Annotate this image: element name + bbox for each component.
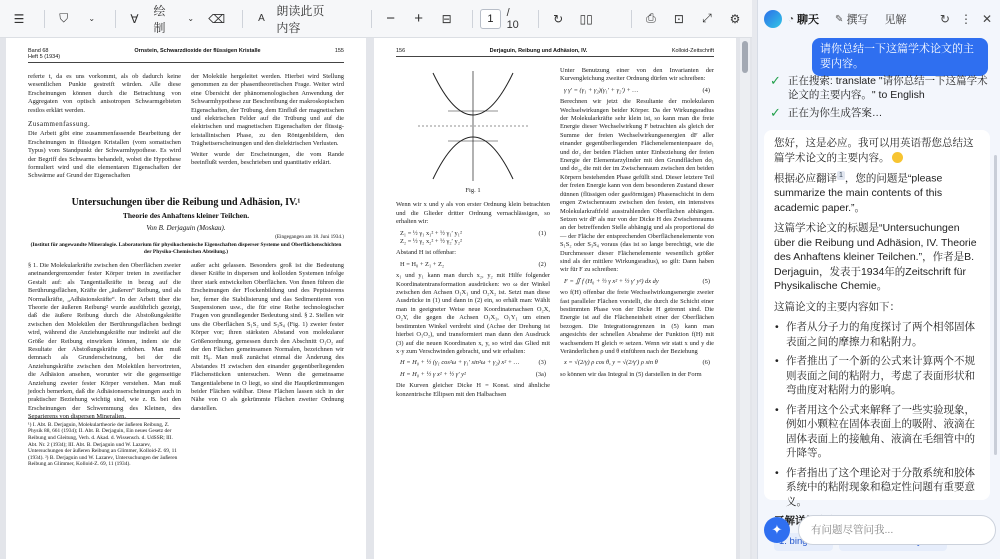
chevron-down-icon[interactable]: ⌄ — [187, 14, 195, 23]
paragraph: wo f(H) offenbar die freie Wechselwirkungsenergie zweier fast paralleler Flächen vorstellt, die durch die Schicht einer bestimmten Phase von der Dicke H getrennt sind. Die Energie ist auf die Flächeneinheit einer der Oberflächen bezogen. Die Integrationsgrenzen in (5) kann man angesichts der schnellen Abnahme der Funktion f(H) mit wachsendem H gleich ∞ setzen. Wenn wir statt x und y die Veränderlichen ρ und θ einführen nach der Beziehung — [560, 289, 714, 355]
divider — [44, 10, 45, 28]
paragraph: der Moleküle hergeleitet werden. Hierbei wird Stellung genommen zu der phasentheoretischen Frage. Weiter wird eine Übersicht der phänomenologischen Anwendung der Schwarmhypothese zur Beschreibung der makroskopischen Eigenschaften, der Trübung, dem Einfluß der magnetischen und elektrischen Felder auf die Trübung und auf die elektrischen und magnetischen Eigenschaften der flüssig-kristallinischen Phase, zu den Röntgenbildern, den Trägheitserscheinungen und den dielektrischen Verlusten. — [191, 73, 344, 148]
paragraph: referte t, da es uns vorkommt, als ob dadurch keine wesentlichen Punkte gestreift würden. Alle diese Erscheinungen können durch die Betrachtung von Aggregaten von optisch anisotropen Schwarmgebieten restlos erklärt werden. — [28, 73, 181, 114]
filter-icon[interactable]: ⛉ — [59, 11, 69, 25]
article-title: Untersuchungen über die Reibung und Adhäsion, IV.¹ — [71, 196, 301, 208]
paragraph: Wenn wir x und y als von erster Ordnung klein betrachten und die Glieder dritter Ordnung vernachlässigen, so erhalten wir: — [396, 201, 550, 226]
save-icon[interactable]: ⊡ — [673, 11, 684, 26]
paragraph: Abstand H ist offenbar: — [396, 249, 457, 257]
equation-number: (1) — [538, 229, 546, 237]
column-left — [28, 73, 181, 183]
assistant-answer — [764, 130, 990, 508]
journal-volume: Band 68 Heft 5 (1934) — [28, 48, 61, 60]
chat-input-row — [764, 512, 996, 548]
running-title: Ornstein, Schwarzdioxide der flüssigen Kristalle — [134, 48, 261, 54]
column-left — [28, 261, 181, 421]
refresh-icon[interactable]: ↻ — [939, 12, 950, 26]
equation-3: H = H₀ + ½ (γ₁ cos²ω + γ₁′ sin²ω + γ₂) x² + … (3) — [400, 359, 546, 367]
copilot-logo-icon — [764, 10, 782, 28]
equation-number: (4) — [702, 86, 710, 94]
tab-chat[interactable]: ◔ 聊天 — [788, 13, 820, 26]
rotate-icon[interactable]: ↻ — [553, 11, 564, 26]
read-aloud-button[interactable]: 朗读此页内容 — [276, 3, 325, 35]
generating-step — [770, 106, 992, 120]
more-icon[interactable]: ⋮ — [959, 12, 972, 26]
read-aloud-icon[interactable]: A — [258, 13, 265, 24]
draw-button[interactable]: 绘制 — [153, 3, 166, 35]
pdf-scrollbar[interactable] — [740, 38, 750, 559]
close-icon[interactable]: ✕ — [981, 12, 992, 26]
search-step-text: 正在搜索: translate "请你总结一下这篇学术论文的主要内容。" to English — [787, 75, 988, 101]
article-subtitle: Theorie des Anhaftens kleiner Teilchen. — [122, 210, 250, 220]
figure-caption: Fig. 1 — [465, 187, 481, 194]
page-header — [396, 48, 714, 57]
page-header — [28, 48, 344, 63]
equation-line: Z₁ = ½ γ₁ x₁² + ½ γ₁′ y₁² — [400, 229, 462, 237]
equation-5: F = ∬ f (H₀ + ½ γ x² + ½ γ′ y²) dx dy (5) — [564, 277, 710, 285]
section-heading: Zusammenfassung. — [28, 120, 91, 129]
column-right — [191, 262, 344, 412]
equation-number: (3) — [538, 359, 546, 367]
list-item: • 作者用这个公式来解释了一些实验现象，例如小颗粒在固体表面上的吸附、液滴在固体表面上的接触角、液滴在毛细管中的升降等。 — [774, 403, 982, 461]
answer-paragraph: 根据必应翻译 1 ，您的问题是“please summarize the main contents of this academic paper.”。 — [774, 172, 943, 214]
zoom-in-button[interactable]: + — [414, 10, 424, 27]
equation-number: (3a) — [535, 370, 546, 378]
chat-header — [758, 0, 1000, 38]
scrollbar-thumb[interactable] — [742, 41, 748, 73]
answer-bullet-list — [774, 320, 982, 509]
column-right — [191, 73, 344, 183]
columns-body — [396, 67, 714, 547]
running-title: Derjaguin, Reibung und Adhäsion, IV. — [489, 48, 588, 54]
equation-number: (6) — [702, 359, 710, 367]
journal-name: Kolloid-Zeitschrift — [671, 48, 714, 54]
paragraph: außer acht gelassen. Besonders groß ist die Bedeutung dieser Kräfte in dispersen und kolloiden Systemen infolge ihrer stark entwickelten Oberflächen. Von ihnen führen die Erscheinungen der Flockenbildung und des Peptisierens her, ferner die Stabilisierung und das Sedimentieren von Suspensionen usw., die für eine Reihe technologischer Fragen von grundlegender Bedeutung sind. § 2. Stellen wir uns die Oberflächen S₁S₂ und S₃S₄ (Fig. 1) zweier fester Körper vor; ihren stärksten Abstand von molekularer Größenordnung, gemessen durch den Abschnitt O₁O₂ auf der den Flächen gemeinsamen Normalen, bezeichnen wir mit H₀. Man muß zunächst einmal die Änderung des Abstandes H zwischen den einander gegenüberliegenden Flächenstücken untersuchen. Wenn die gemeinsame Tangentialebene in O liegt, so sind die Hauptkrümmungen beider Flächen wählbar. Diese Flächen lassen sich in der Nähe von O als gekrümmte Flächen zweiter Ordnung darstellen. — [191, 261, 344, 412]
column-left — [396, 67, 550, 547]
divider — [538, 10, 539, 28]
columns-top — [28, 73, 344, 183]
equation-3a: H = H₀ + ½ γ x² + ½ γ′ y² (3a) — [400, 370, 546, 378]
chat-actions — [930, 12, 1000, 26]
column-right — [560, 67, 714, 547]
settings-gear-icon[interactable]: ⚙ — [729, 11, 741, 26]
answer-paragraph: 这篇论文的主要内容如下： — [774, 300, 900, 313]
equation-1 — [396, 230, 550, 247]
new-topic-broom-icon[interactable]: ✦ — [764, 517, 790, 543]
divider — [115, 10, 116, 28]
paragraph: so können wir das Integral in (5) darstellen in der Form — [560, 370, 702, 378]
page-total: / 10 — [506, 6, 519, 31]
divider — [472, 10, 473, 28]
print-icon[interactable]: ⎙ — [646, 11, 656, 25]
answer-paragraph: 您好，这是必应。我可以用英语帮您总结这篇学术论文的主要内容。 — [774, 137, 974, 164]
equation-4: γ γ′ = (γ₁ + γ₂)(γ₁′ + γ₂′) + … (4) — [564, 86, 710, 94]
equation-6: x = √(2/γ) ρ cos θ, y = √(2/γ′) ρ sin θ (6) — [564, 359, 710, 367]
chat-bubble-icon: ◔ — [788, 13, 795, 25]
institute-line: (Institut für angewandte Mineralogie. Laboratorium für physikochemische Eigenschaften disperser Systeme und Oberflächenschichten der Physiko-Chemischen Abteilung.) — [30, 241, 342, 255]
chevron-down-icon[interactable]: ⌄ — [88, 14, 96, 23]
columns-body — [28, 261, 344, 421]
checkmark-icon: ✓ — [770, 73, 781, 88]
pdf-toolbar — [0, 0, 752, 38]
tab-compose[interactable]: ✎ 撰写 — [835, 13, 869, 26]
page-number: 155 — [334, 48, 344, 54]
pdf-viewer[interactable] — [0, 38, 752, 559]
equation-line: H = H₀ + Z₁ + Z₂ — [400, 260, 445, 268]
user-message: 请你总结一下这篇学术论文的主要内容。 — [812, 38, 988, 76]
divider — [631, 10, 632, 28]
expand-icon[interactable]: ⤢ — [702, 11, 712, 25]
chat-scrollbar[interactable] — [994, 155, 997, 455]
article-author: Von B. Derjaguin (Moskau). — [146, 223, 226, 232]
paragraph: x₁ und y₁ kann man durch x₂, y₂ mit Hilfe folgender Koordinatentransformation ausdrücken: wo ω der Winkel zwischen den Achsen O₁X₁ und O₂X₂ ist. Setzt man diese Ausdrücke in (1) und dann in (2) ein, so erhält man: Wählt man in geeigneter Weise neue Koordinatenachsen O₂X, O₂Y, die gegen die Achsen O₁X₁, O₁Y₁ um einen bestimmten Winkel verdreht sind (Achse der Drehung ist hierbei O₁O₂), und transformiert man dann den Ausdruck (3) auf die neuen Koordinaten x, y, so wird das Glied mit x·y zum Verschwinden gebracht, und wir erhalten: — [396, 272, 550, 355]
list-item: • 作者从分子力的角度探讨了两个相邻固体表面之间的摩擦力和粘附力。 — [774, 320, 982, 349]
paragraph: Die Kurven gleicher Dicke H = Konst. sind ähnliche konzentrische Ellipsen mit den Halbachsen — [396, 382, 550, 398]
generating-step-text: 正在为你生成答案… — [787, 107, 883, 119]
equation-line: Z₂ = ½ γ₂ x₂² + ½ γ₂′ y₂² — [400, 238, 462, 246]
received-date: (Eingegangen am 18. Juni 1934.) — [275, 233, 344, 240]
smile-emoji-icon — [892, 152, 903, 163]
list-icon[interactable]: ☰ — [13, 11, 25, 26]
eraser-icon[interactable]: ⌫ — [208, 11, 226, 26]
list-item: • 作者指出了这个理论对于分散系统和胶体系统中的粘附现象和稳定性问题有重要意义。 — [774, 466, 982, 510]
zoom-out-button[interactable]: − — [386, 10, 396, 27]
pdf-page-156 — [374, 38, 736, 559]
pdf-page-155 — [6, 38, 366, 559]
equation-number: (5) — [702, 277, 710, 285]
two-page-view-icon[interactable]: ▯▯ — [579, 11, 593, 26]
chat-sidebar — [757, 0, 1000, 559]
answer-paragraph: 这篇学术论文的标题是“Untersuchungen über die Reibung und Adhäsion, IV. Theorie des Anhaftens kleiner Teilchen.”，作者是B. Derjaguin，发表于1934年的Zeitschrift für Physikalische Chemie。 — [774, 222, 977, 292]
pen-icon: ✎ — [835, 13, 844, 25]
page-number: 156 — [396, 48, 406, 54]
list-item: • 作者推出了一个新的公式来计算两个不规则表面之间的粘附力，考虑了表面形状和弯曲度对粘附力的影响。 — [774, 354, 982, 398]
divider — [371, 10, 372, 28]
citation-badge[interactable]: 1 — [839, 172, 843, 179]
tab-insights[interactable]: 见解 — [884, 14, 907, 26]
checkmark-icon: ✓ — [770, 105, 781, 120]
divider — [242, 10, 243, 28]
equation-2 — [396, 261, 550, 269]
fit-page-icon[interactable]: ⊟ — [441, 11, 452, 26]
paragraph: Berechnen wir jetzt die Resultante der molekularen Wechselwirkungen beider Körper. Da der Wirkungsradius der Molekularkräfte sehr klein ist, so kann man die freie Energie dieser Wechselwirkung F betrachten als gleich der Summe der freien Wechselwirkungsenergien dF aller einander gegenüberliegenden Flächenelementenpaare dσ₁ und dσ₂ der beiden Flächen unter Einbeziehung der freien Energie der Elementarzylinder mit den Grundflächen dσ₁ und dσ₂, die mit der im Zwischenraum zwischen den beiden Körpern bestehenden Phase gefüllt sind. Dieser letztere Teil der freien Energie kann von dem besonderen Zustand dieser dünnen (flüssigen oder gasförmigen) Phasenschicht in dem engen Zwischenraum zwischen den festen, ein intensives Molekularkraftfeld ausstrahlenden Oberflächen abhängen. Setzen wir dF als nur von der Dicke H des Zwischenraums an der betreffenden Stelle abhängig und als proportional dσ — der Fläche der entsprechenden Oberflächenelemente von S₁S₂ oder S₃S₄ voraus (das ist so lange berechtigt, wie die Durchmesser dieser Flächenelemente wesentlich größer sind als der mittlere Wirkungsradius), so gilt: Dann haben wir für F zu schreiben: — [560, 98, 714, 274]
paragraph: Die Arbeit gibt eine zusammenfassende Bearbeitung der Erscheinungen in flüssigen Kristallen (vom somatischen Typus) vom Standpunkt der Schwarmhypothese. Es wird der Begriff des Schwarms behandelt, wobei die Hypothese formuliert wird und die elementaren Eigenschaften der Schwärme auf Grund der Eigenschaften — [28, 130, 181, 180]
draw-icon[interactable]: ∀ — [130, 11, 139, 26]
figure-1-diagram — [398, 67, 548, 185]
paragraph: § 1. Die Molekularkräfte zwischen den Oberflächen zweier aneinandergrenzender fester Körper treten in zweifacher Gestalt auf: als Tangentialkräfte in bezug auf die Berührungsflächen, Kräfte der „äußeren“ Reibung, und als Normalkräfte, „Adhäsionskräfte“. In der Arbeit über die Theorie der äußeren Reibung² wurde ausführlich gezeigt, daß die äußere Reibung durch die Abstoßungskräfte zwischen den Molekülen der Berührungsflächen bedingt wird, während die Anziehungskräfte nur indirekt auf die Größe der Reibung einwirken können, indem sie die Resultate der Abstoßungskräfte erhöhen. Man muß demnach als Grunderscheinung, bei der die Anziehungskräfte zwischen den Molekülen hervortreten, die Adhäsion ansehen, worunter wir die gegenseitige Anziehung zweier fester Körper verstehen. Man muß jedoch bemerken, daß die Adhäsionserscheinungen auch in praktischer Beziehung wichtig sind, wie z. B. bei den Erscheinungen der Schwemmung des Kleinen, des Separierens von dispersen Mineralien. — [28, 261, 181, 421]
footnotes: ¹) I. Abt. B. Derjaguin, Molekulartheorie der äußeren Reibung, Z. Physik 88, 661 (1934); II. Abt. B. Derjaguin, Ein neues Gesetz der Reibung und Gleitung, Verh. d. Akad. d. Wissensch. d. UdSSR; III. Abt. Nr. 2 (1934); III. Abt. B. Derjaguin und W. Lazarev, Untersuchungen der äußeren Reibung an Glimmer, Kolloid-Z. 69, 11 (1934). ²) B. Derjaguin und W. Lazarev, Untersuchungen der äußeren Reibung an Glimmer, Kolloid-Z. 69, 11 (1934). — [28, 418, 180, 468]
paragraph: Unter Benutzung einer von den Invarianten der Kurvengleichung zweiter Ordnung dürfen wir schreiben: — [560, 67, 714, 83]
search-step — [770, 74, 992, 102]
ask-input[interactable]: 有问题尽管问我... — [798, 515, 996, 545]
page-number-input[interactable]: 1 — [480, 9, 500, 29]
paragraph: Weiter wurde der Erscheinungen, die vom Rande beeinflußt werden, beschrieben und quantitativ erklärt. — [191, 150, 344, 167]
equation-number: (2) — [538, 260, 546, 268]
